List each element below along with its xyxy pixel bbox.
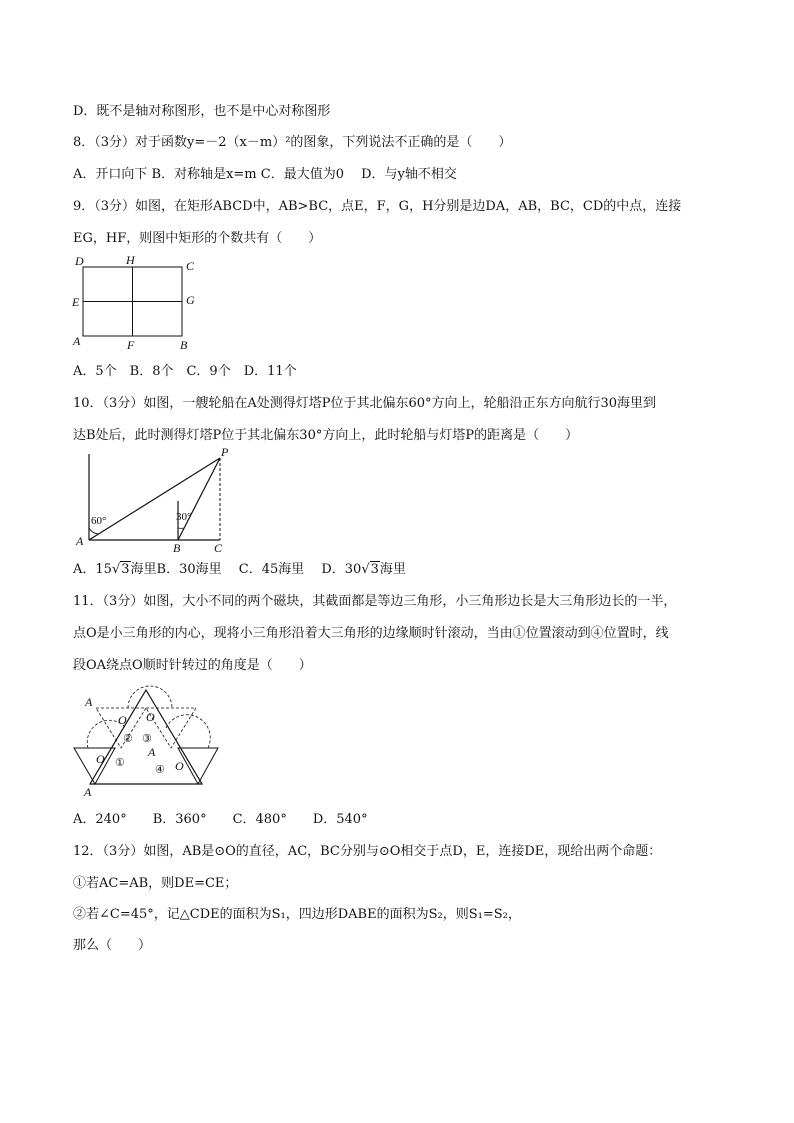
label-o-left: O xyxy=(96,752,105,766)
q10-opt-mid: 海里B．30海里 C．45海里 D．30 xyxy=(130,562,362,577)
label-b: B xyxy=(173,541,181,555)
label-c: C xyxy=(214,541,223,555)
label-b: B xyxy=(180,338,188,352)
q10-options xyxy=(73,562,406,578)
label-g: G xyxy=(186,293,195,307)
q8-options: A．开口向下 B．对称轴是x=m C．最大值为0 D．与y轴不相交 xyxy=(73,167,457,182)
label-a: A xyxy=(76,534,84,548)
q7-option-d: D．既不是轴对称图形，也不是中心对称图形 xyxy=(73,104,331,119)
label-angle-60: 60° xyxy=(91,515,107,527)
q11-stem-line2: 点O是小三角形的内心，现将小三角形沿着大三角形的边缘顺时针滚动，当由①位置滚动到④位置时，线 xyxy=(73,626,669,641)
label-o-top-left: O xyxy=(118,713,127,727)
q10-lighthouse-figure xyxy=(68,444,248,556)
label-angle-30: 30° xyxy=(176,511,192,523)
q12-stem: 12．（3分）如图，AB是⊙O的直径，AC，BC分别与⊙O相交于点D，E，连接DE，现给出两个命题： xyxy=(73,844,662,859)
label-o-top-right: O xyxy=(146,710,155,724)
sqrt-symbol: √3 xyxy=(111,562,130,577)
label-a-bottom: A xyxy=(84,785,92,799)
q9-stem-line1: 9．（3分）如图，在矩形ABCD中，AB>BC，点E，F，G，H分别是边DA，AB，BC，CD的中点，连接 xyxy=(73,199,682,214)
sqrt-symbol: √3 xyxy=(361,562,379,577)
q10-stem-line2: 达B处后，此时测得灯塔P位于其北偏东30°方向上，此时轮船与灯塔P的距离是（ ） xyxy=(73,428,579,443)
label-position-4: ④ xyxy=(155,764,165,776)
label-f: F xyxy=(127,338,135,352)
label-p: P xyxy=(221,445,229,459)
angle-arc-a xyxy=(89,528,99,534)
label-d: D xyxy=(75,254,84,268)
sqrt-radicand: 3 xyxy=(121,562,130,577)
q12-proposition-1: ①若AC=AB，则DE=CE； xyxy=(73,876,238,891)
label-position-2: ② xyxy=(123,733,133,745)
q12-question-end: 那么（ ） xyxy=(73,938,152,953)
q11-stem-line3: 段OA绕点O顺时针转过的角度是（ ） xyxy=(73,658,312,673)
q8-stem: 8．（3分）对于函数y=－2（x－m）²的图象，下列说法不正确的是（ ） xyxy=(73,135,512,150)
segment-bp xyxy=(178,458,220,540)
q11-stem-line1: 11．（3分）如图，大小不同的两个磁块，其截面都是等边三角形，小三角形边长是大三角形边长的一半， xyxy=(73,594,677,609)
label-position-3: ③ xyxy=(142,733,152,745)
sqrt-radicand: 3 xyxy=(370,562,379,577)
segment-ap xyxy=(89,458,220,540)
q11-options: A．240° B．360° C．480° D．540° xyxy=(73,812,368,827)
q10-stem-line1: 10．（3分）如图，一艘轮船在A处测得灯塔P位于其北偏东60°方向上，轮船沿正东方向航行30海里到 xyxy=(73,396,657,411)
label-a-top: A xyxy=(85,695,93,709)
q12-proposition-2: ②若∠C=45°，记△CDE的面积为S₁，四边形DABE的面积为S₂，则S₁=S₂， xyxy=(73,907,521,922)
q9-options: A．5个 B．8个 C．9个 D．11个 xyxy=(73,364,297,379)
label-e: E xyxy=(72,295,80,309)
label-a-right: A xyxy=(148,745,156,759)
rolling-arc-right xyxy=(166,715,210,748)
label-h: H xyxy=(126,253,135,267)
q9-stem-line2: EG，HF，则图中矩形的个数共有（ ） xyxy=(73,231,322,246)
label-a: A xyxy=(73,334,81,348)
q10-opt-a-prefix: A．15 xyxy=(73,562,112,577)
label-position-1: ① xyxy=(115,757,125,769)
label-c: C xyxy=(186,259,195,273)
q11-triangles-figure xyxy=(68,680,228,800)
q10-opt-d-suffix: 海里 xyxy=(379,562,406,577)
label-o-right: O xyxy=(175,759,184,773)
q9-rectangle-figure xyxy=(68,252,208,352)
